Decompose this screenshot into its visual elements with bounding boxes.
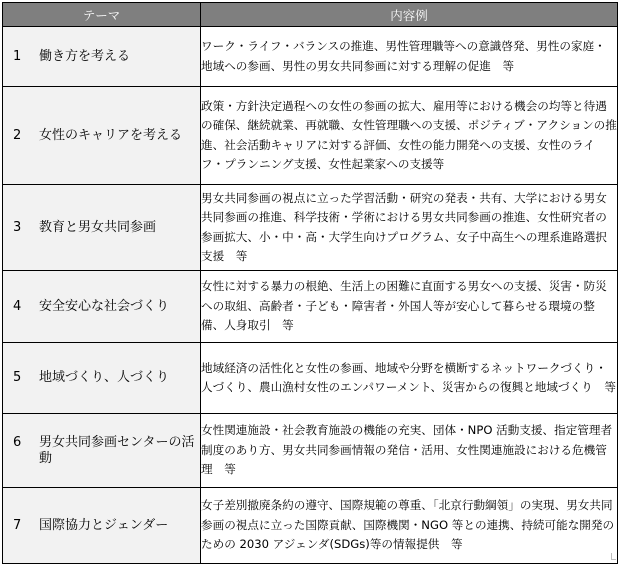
table-header-row <box>3 3 618 27</box>
theme-name: 働き方を考える <box>39 48 131 64</box>
row-number: 2 <box>13 127 22 143</box>
table-row <box>3 414 618 488</box>
table-row <box>3 27 618 87</box>
table-row <box>3 343 618 414</box>
theme-table <box>2 2 618 564</box>
theme-name: 安全安心な社会づくり <box>39 298 170 314</box>
theme-cell <box>3 185 201 271</box>
theme-cell <box>3 343 201 414</box>
content-cell: 女性関連施設・社会教育施設の機能の充実、団体・NPO 活動支援、指定管理者制度のあり方、男女共同参画情報の発信・活用、女性関連施設における危機管理 等 <box>201 414 618 488</box>
table-row <box>3 185 618 271</box>
row-number: 4 <box>13 298 22 314</box>
theme-cell <box>3 414 201 488</box>
table-row <box>3 271 618 343</box>
row-number: 6 <box>13 434 22 450</box>
row-number: 7 <box>13 517 22 533</box>
theme-name: 国際協力とジェンダー <box>39 517 169 533</box>
header-content: 内容例 <box>201 3 618 27</box>
row-number: 3 <box>13 219 22 235</box>
content-cell: 男女共同参画の視点に立った学習活動・研究の発表・共有、大学における男女共同参画の推進、科学技術・学術における男女共同参画の推進、女性研究者の参画拡大、小・中・高・大学生向けプログラム、女子中高生への理系進路選択支援 等 <box>201 185 618 271</box>
content-cell: 政策・方針決定過程への女性の参画の拡大、雇用等における機会の均等と待遇の確保、継続就業、再就職、女性管理職への支援、ポジティブ・アクションの推進、社会活動キャリアに対する評価、女性の能力開発への支援、女性のライフ・プランニング支援、女性起業家への支援等 <box>201 87 618 185</box>
theme-name: 教育と男女共同参画 <box>39 219 157 235</box>
theme-name: 男女共同参画センターの活動 <box>39 434 195 466</box>
content-cell: 地域経済の活性化と女性の参画、地域や分野を横断するネットワークづくり・人づくり、農山漁村女性のエンパワーメント、災害からの復興と地域づくり 等 <box>201 343 618 414</box>
theme-cell <box>3 271 201 343</box>
theme-cell <box>3 488 201 564</box>
theme-name: 地域づくり、人づくり <box>39 370 170 385</box>
corner-mark <box>611 553 616 560</box>
row-number: 1 <box>13 48 22 64</box>
content-cell: 女子差別撤廃条約の遵守、国際規範の尊重、「北京行動綱領」の実現、男女共同参画の視点に立った国際貢献、国際機関・NGO 等との連携、持続可能な開発のための 2030 アジェンダ(SDGs)等の情報提供 等 <box>201 488 618 564</box>
row-number: 5 <box>13 370 22 385</box>
content-cell: ワーク・ライフ・バランスの推進、男性管理職等への意識啓発、男性の家庭・地域への参画、男性の男女共同参画に対する理解の促進 等 <box>201 27 618 87</box>
theme-cell <box>3 87 201 185</box>
table-row <box>3 488 618 564</box>
theme-name: 女性のキャリアを考える <box>39 127 183 143</box>
content-cell: 女性に対する暴力の根絶、生活上の困難に直面する男女への支援、災害・防災への取組、高齢者・子ども・障害者・外国人等が安心して暮らせる環境の整備、人身取引 等 <box>201 271 618 343</box>
header-theme: テーマ <box>3 3 201 27</box>
table-row <box>3 87 618 185</box>
theme-cell <box>3 27 201 87</box>
